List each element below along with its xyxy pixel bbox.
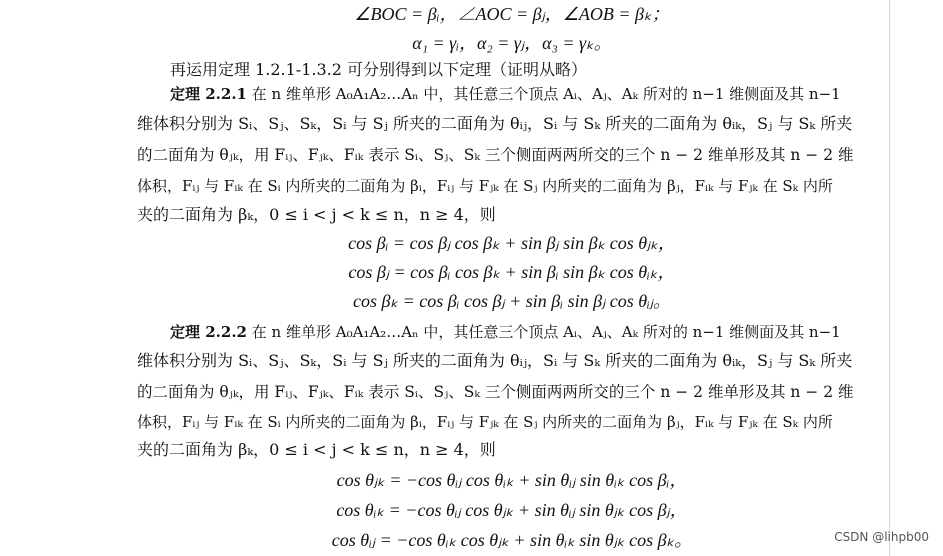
theorem-2-formula-3: cos θᵢⱼ = −cos θᵢₖ cos θⱼₖ + sin θᵢₖ sin θⱼₖ cos βₖ。	[331, 530, 693, 550]
theorem-1-line-4: 体积，Fᵢⱼ 与 Fᵢₖ 在 Sᵢ 内所夹的二面角为 βᵢ，Fᵢⱼ 与 Fⱼₖ 在 Sⱼ 内所夹的二面角为 βⱼ，Fᵢₖ 与 Fⱼₖ 在 Sₖ 内所	[137, 177, 833, 195]
page-edge-divider	[889, 0, 890, 556]
theorem-2-label: 定理 2.2.2	[170, 323, 247, 341]
theorem-1-formula-1: cos βᵢ = cos βⱼ cos βₖ + sin βⱼ sin βₖ cos θⱼₖ，	[348, 233, 676, 253]
theorem-1-line-2: 维体积分别为 Sᵢ、Sⱼ、Sₖ，Sᵢ 与 Sⱼ 所夹的二面角为 θᵢⱼ，Sᵢ 与 Sₖ 所夹的二面角为 θᵢₖ，Sⱼ 与 Sₖ 所夹	[137, 114, 853, 133]
theorem-1-line-1: 在 n 维单形 A₀A₁A₂…Aₙ 中，其任意三个顶点 Aᵢ、Aⱼ、Aₖ 所对的 n−1 维侧面及其 n−1	[251, 85, 841, 103]
theorem-1-label: 定理 2.2.1	[170, 85, 247, 103]
theorem-2-line-2: 维体积分别为 Sᵢ、Sⱼ、Sₖ，Sᵢ 与 Sⱼ 所夹的二面角为 θᵢⱼ，Sᵢ 与 Sₖ 所夹的二面角为 θᵢₖ，Sⱼ 与 Sₖ 所夹	[137, 351, 853, 370]
theorem-2-line-5: 夹的二面角为 βₖ，0 ≤ i < j < k ≤ n，n ≥ 4，则	[137, 440, 496, 459]
theorem-2-first-line	[170, 322, 853, 342]
angle-equations: ∠BOC = βᵢ，∠AOC = βⱼ，∠AOB = βₖ；	[354, 4, 670, 24]
theorem-1-first-line	[170, 84, 853, 104]
theorem-2-line-3: 的二面角为 θⱼₖ，用 Fᵢⱼ、Fⱼₖ、Fᵢₖ 表示 Sᵢ、Sⱼ、Sₖ 三个侧面两两所交的三个 n − 2 维单形及其 n − 2 维	[137, 383, 854, 401]
theorem-1-line-5: 夹的二面角为 βₖ，0 ≤ i < j < k ≤ n，n ≥ 4，则	[137, 205, 496, 224]
theorem-1-formula-2: cos βⱼ = cos βᵢ cos βₖ + sin βᵢ sin βₖ cos θᵢₖ，	[348, 262, 676, 282]
theorem-2-formula-1: cos θⱼₖ = −cos θᵢⱼ cos θᵢₖ + sin θᵢⱼ sin θᵢₖ cos βᵢ，	[336, 470, 688, 490]
theorem-1-line-3: 的二面角为 θⱼₖ，用 Fᵢⱼ、Fⱼₖ、Fᵢₖ 表示 Sᵢ、Sⱼ、Sₖ 三个侧面两两所交的三个 n − 2 维单形及其 n − 2 维	[137, 146, 854, 164]
theorem-2-line-4: 体积，Fᵢⱼ 与 Fᵢₖ 在 Sᵢ 内所夹的二面角为 βᵢ，Fᵢⱼ 与 Fⱼₖ 在 Sⱼ 内所夹的二面角为 βⱼ，Fᵢₖ 与 Fⱼₖ 在 Sₖ 内所	[137, 413, 833, 431]
theorem-1-formula-3: cos βₖ = cos βᵢ cos βⱼ + sin βᵢ sin βⱼ cos θᵢⱼ。	[352, 291, 672, 311]
theorem-2-formula-2: cos θᵢₖ = −cos θᵢⱼ cos θⱼₖ + sin θᵢⱼ sin θⱼₖ cos βⱼ，	[336, 500, 688, 520]
csdn-watermark: CSDN @lihpb00	[834, 530, 929, 544]
alpha-equations: α₁ = γᵢ，α₂ = γⱼ，α₃ = γₖ。	[412, 33, 612, 53]
intro-sentence: 再运用定理 1.2.1-1.3.2 可分别得到以下定理（证明从略）	[170, 60, 588, 79]
theorem-2-line-1: 在 n 维单形 A₀A₁A₂…Aₙ 中，其任意三个顶点 Aᵢ、Aⱼ、Aₖ 所对的 n−1 维侧面及其 n−1	[251, 323, 841, 341]
